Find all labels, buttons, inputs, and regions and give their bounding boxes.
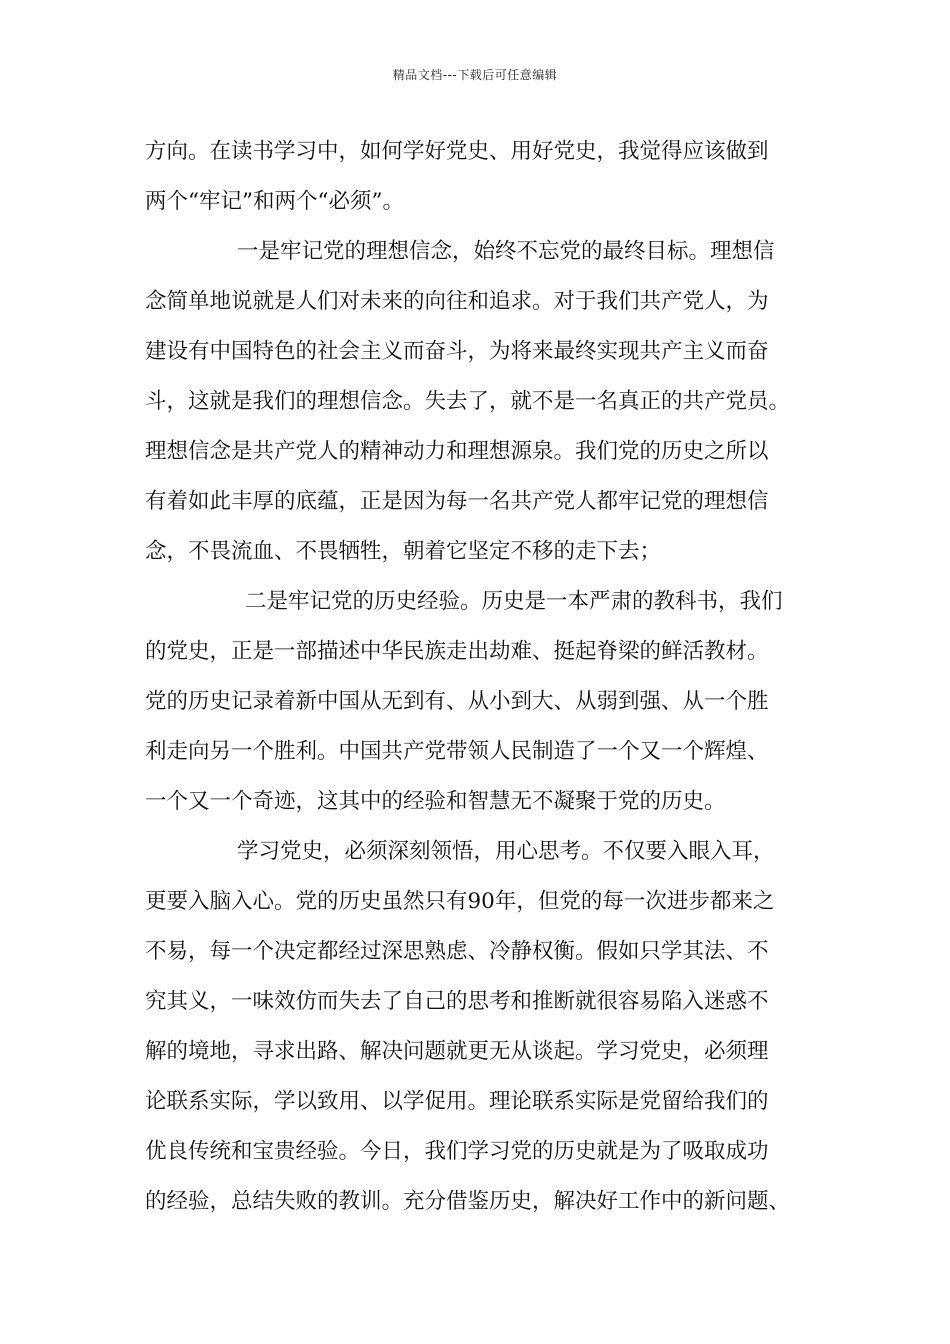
paragraph-start-line: 学习党史，必须深刻领悟，用心思考。不仅要入眼入耳，	[237, 839, 775, 864]
text-line: 一个又一个奇迹，这其中的经验和智慧无不凝聚于党的历史。	[145, 789, 726, 814]
text-line: 的经验，总结失败的教训。充分借鉴历史，解决好工作中的新问题、	[145, 1189, 791, 1214]
text-line: 更要入脑入心。党的历史虽然只有90年，但党的每一次进步都来之	[145, 889, 775, 914]
text-line: 解的境地，寻求出路、解决问题就更无从谈起。学习党史，必须理	[145, 1039, 769, 1064]
paragraph-start-line: 一是牢记党的理想信念，始终不忘党的最终目标。理想信	[237, 239, 775, 264]
text-line: 论联系实际，学以致用、以学促用。理论联系实际是党留给我们的	[145, 1089, 769, 1114]
text-line: 不易，每一个决定都经过深思熟虑、冷静权衡。假如只学其法、不	[145, 939, 769, 964]
text-line: 党的历史记录着新中国从无到有、从小到大、从弱到强、从一个胜	[145, 689, 769, 714]
text-line: 的党史，正是一部描述中华民族走出劫难、挺起脊梁的鲜活教材。	[145, 639, 769, 664]
text-line: 念，不畏流血、不畏牺牲，朝着它坚定不移的走下去；	[145, 539, 662, 564]
paragraph-start-line: 二是牢记党的历史经验。历史是一本严肃的教科书，我们	[245, 589, 783, 614]
text-line: 建设有中国特色的社会主义而奋斗，为将来最终实现共产主义而奋	[145, 339, 769, 364]
text-line: 两个“牢记”和两个“必须”。	[145, 189, 404, 214]
text-line: 斗，这就是我们的理想信念。失去了，就不是一名真正的共产党员。	[145, 389, 791, 414]
text-line: 念简单地说就是人们对未来的向往和追求。对于我们共产党人，为	[145, 289, 769, 314]
text-line: 究其义，一味效仿而失去了自己的思考和推断就很容易陷入迷惑不	[145, 989, 769, 1014]
text-line: 理想信念是共产党人的精神动力和理想源泉。我们党的历史之所以	[145, 439, 769, 464]
text-line: 有着如此丰厚的底蕴，正是因为每一名共产党人都牢记党的理想信	[145, 489, 769, 514]
document-body	[145, 132, 835, 1232]
text-line: 利走向另一个胜利。中国共产党带领人民制造了一个又一个辉煌、	[145, 739, 769, 764]
text-line: 方向。在读书学习中，如何学好党史、用好党史，我觉得应该做到	[145, 139, 769, 164]
text-line: 优良传统和宝贵经验。今日，我们学习党的历史就是为了吸取成功	[145, 1139, 769, 1164]
page-header: 精品文档---下载后可任意编辑	[392, 68, 558, 82]
